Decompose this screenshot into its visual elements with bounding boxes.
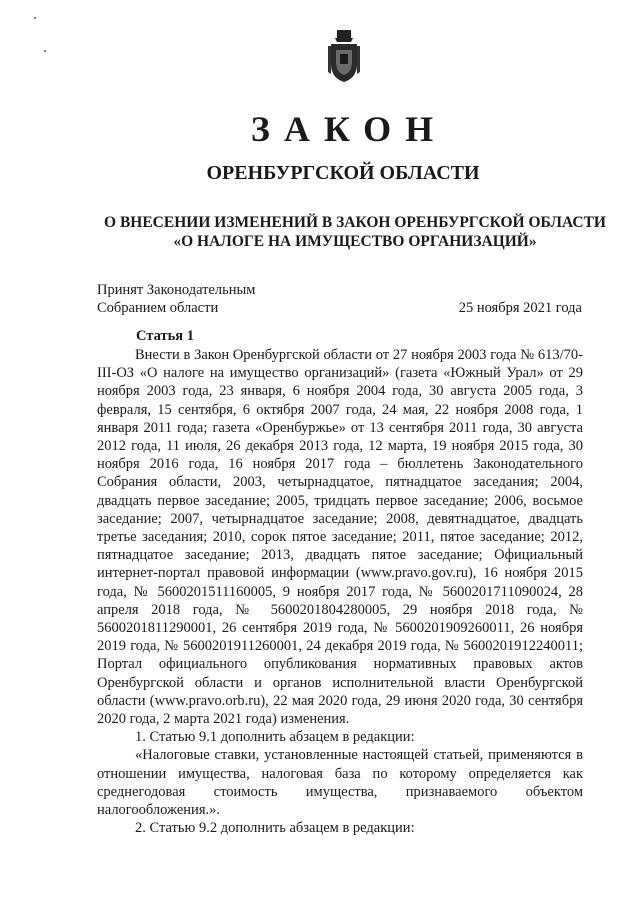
accepted-by-line2: Собранием области bbox=[97, 300, 219, 316]
amendment-item-1: 1. Статью 9.1 дополнить абзацем в редакции: bbox=[135, 729, 415, 746]
adoption-date: 25 ноября 2021 года bbox=[458, 300, 582, 316]
accepted-by bbox=[97, 281, 255, 317]
amendment-item-1-quote: «Налоговые ставки, установленные настоящей статьей, применяются в отношении имущества, налоговая база по которому определяется как среднегодовая стоимость имущества, признаваемого объектом налогообложения.». bbox=[97, 747, 583, 819]
article-intro-paragraph: Внести в Закон Оренбургской области от 27 ноября 2003 года № 613/70-III-ОЗ «О налоге на имущество организаций» (газета «Южный Урал» от 29 ноября 2003 года, 23 января, 6 ноября 2004 года, 30 августа 2005 года, 3 февраля, 15 сентября, 6 октября 2007 года, 24 мая, 22 ноября 2008 года, 1 января 2011 года; газета «Оренбуржье» от 13 сентября 2011 года, 30 августа 2012 года, 11 июля, 26 декабря 2013 года, 12 марта, 19 ноября 2015 года, 30 ноября 2016 года, 16 ноября 2017 года – бюллетень Законодательного Собрания области, 2003, четырнадцатое, пятнадцатое заседания; 2004, двадцать первое заседание; 2005, тридцать первое заседание; 2006, восьмое заседание; 2007, четырнадцатое заседание; 2008, девятнадцатое, двадцать третье заседания; 2010, сорок пятое заседание; 2011, пятое заседание; 2012, пятнадцатое заседание; 2013, двадцать пятое заседание; Официальный интернет-портал правовой информации (www.pravo.gov.ru), 16 ноября 2015 года, № 5600201511160005, 9 ноября 2017 года, № 5600201711090024, 28 апреля 2018 года, № 5600201804280005, 29 ноября 2018 года, № 5600201811290001, 26 сентября 2019 года, № 5600201909260011, 26 ноября 2019 года, № 5600201911260001, 24 декабря 2019 года, № 5600201912240011; Портал официального опубликования нормативных правовых актов Оренбургской области и органов исполнительной власти Оренбургской области (www.pravo.orb.ru), 22 мая 2020 года, 29 июня 2020 года, 30 сентября 2020 года, 2 марта 2021 года) изменения. bbox=[97, 347, 583, 728]
amendment-item-2: 2. Статью 9.2 дополнить абзацем в редакции: bbox=[135, 820, 415, 837]
coat-of-arms-icon bbox=[326, 28, 362, 84]
law-heading bbox=[90, 213, 620, 251]
document-title: ЗАКОН bbox=[250, 109, 448, 149]
law-heading-line1: О ВНЕСЕНИИ ИЗМЕНЕНИЙ В ЗАКОН ОРЕНБУРГСКОЙ ОБЛАСТИ bbox=[104, 214, 606, 231]
law-heading-line2: «О НАЛОГЕ НА ИМУЩЕСТВО ОРГАНИЗАЦИЙ» bbox=[173, 233, 537, 250]
article-title: Статья 1 bbox=[136, 328, 194, 344]
document-region: ОРЕНБУРГСКОЙ ОБЛАСТИ bbox=[206, 162, 480, 184]
article-body bbox=[97, 346, 583, 837]
scan-speck bbox=[44, 50, 46, 52]
accepted-by-line1: Принят Законодательным bbox=[97, 282, 256, 298]
scan-speck bbox=[34, 17, 36, 19]
